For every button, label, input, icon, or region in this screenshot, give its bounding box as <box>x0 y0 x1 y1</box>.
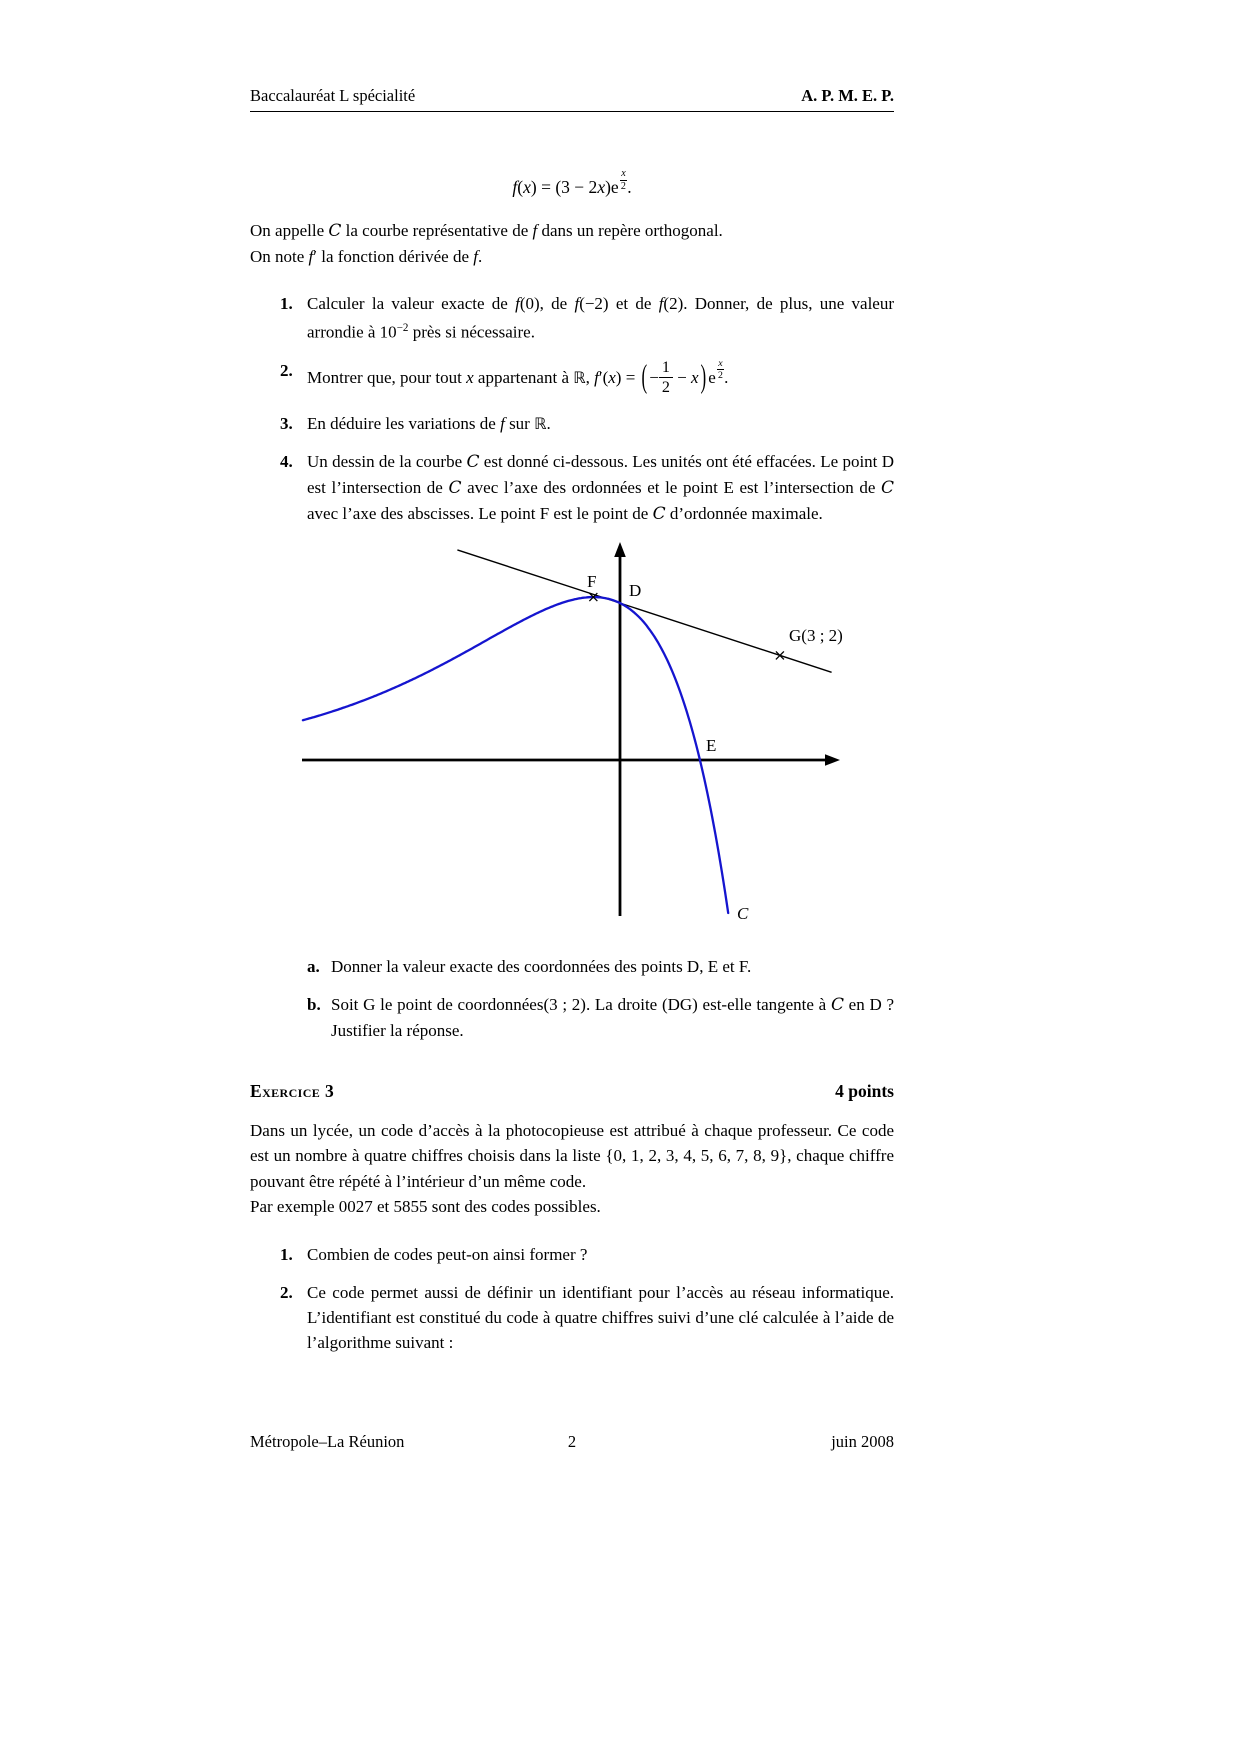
footer-date: juin 2008 <box>831 1432 894 1451</box>
header-organization: A. P. M. E. P. <box>801 86 894 105</box>
function-curve <box>303 597 728 913</box>
exercise-3-question-2 <box>280 1280 894 1355</box>
exercise-3-points: 4 points <box>835 1080 894 1101</box>
sub-question-b-text: Soit G le point de coordonnées(3 ; 2). La droite (DG) est-elle tangente à C en D ? Justifier la réponse. <box>331 994 894 1040</box>
intro-line-1: On appelle C la courbe représentative de f dans un repère orthogonal. <box>250 221 723 242</box>
question-4 <box>280 449 894 527</box>
question-list <box>280 291 894 1042</box>
question-3-number: 3. <box>280 413 293 433</box>
sub-question-a-letter: a. <box>307 956 320 976</box>
function-definition-formula: f(x) = (3 − 2x)e $^{\frac{x}{2}}$ . <box>512 168 632 198</box>
footer-page-number: 2 <box>567 1432 577 1451</box>
label-F: F <box>587 571 597 591</box>
sub-question-list <box>307 954 894 1043</box>
exercise-3-question-1-text: Combien de codes peut-on ainsi former ? <box>307 1244 588 1264</box>
label-D: D <box>629 580 642 600</box>
y-axis-arrow-icon <box>614 542 626 557</box>
label-G: G(3 ; 2) <box>789 625 843 645</box>
page-header <box>250 86 894 112</box>
question-1-text: Calculer la valeur exacte de f(0), de f(−2) et de f(2). Donner, de plus, une valeur arrondie à $10^{-2}$ près si nécessaire. <box>307 294 894 342</box>
label-E: E <box>706 735 717 755</box>
sub-question-a-text: Donner la valeur exacte des coordonnées des points D, E et F. <box>331 956 752 976</box>
question-1 <box>280 291 894 345</box>
x-axis-arrow-icon <box>825 754 840 766</box>
exercise-3-question-1-number: 1. <box>280 1244 293 1264</box>
page-content <box>250 0 894 1368</box>
question-4-text: Un dessin de la courbe C est donné ci-dessous. Les unités ont été effacées. Le point D est l’intersection de C avec l’axe des ordonnées et le point E est l’intersection de C avec l’axe des abscisses. Le point F est le point de C d’ordonnée maximale. <box>307 451 895 524</box>
exercise-3-title: Exercice 3 <box>250 1080 335 1101</box>
curve-figure <box>300 540 860 940</box>
header-document-title: Baccalauréat L spécialité <box>250 86 416 105</box>
exercise-3-question-2-text: Ce code permet aussi de définir un identifiant pour l’accès au réseau informatique. L’identifiant est constitué du code à quatre chiffres suivi d’une clé calculée à l’aide de l’algorithme suivant : <box>307 1282 894 1352</box>
curve-figure-svg <box>300 540 860 940</box>
exercise-3-question-list <box>280 1242 894 1355</box>
footer-location: Métropole–La Réunion <box>250 1432 405 1451</box>
exercise-3-heading <box>250 1081 894 1102</box>
question-3 <box>280 411 894 436</box>
sub-question-a <box>307 954 894 979</box>
question-2-number: 2. <box>280 360 293 380</box>
intro-line-2: On note f′ la fonction dérivée de f. <box>250 247 483 267</box>
question-2-text: Montrer que, pour tout x appartenant à ℝ, f′(x) = ( − $\frac{1}{2}$ − x ) e $^{\frac{x}{2}}$ . <box>307 357 729 397</box>
exercise-3-example-line: Par exemple 0027 et 5855 sont des codes possibles. <box>250 1197 601 1217</box>
question-4-number: 4. <box>280 451 293 471</box>
exercise-3-question-1 <box>280 1242 894 1267</box>
sub-question-b <box>307 992 894 1043</box>
exercise-3-intro-paragraph: Dans un lycée, un code d’accès à la photocopieuse est attribué à chaque professeur. Ce code est un nombre à quatre chiffres choisis dans la liste {0, 1, 2, 3, 4, 5, 6, 7, 8, 9}, chaque chiffre pouvant être répété à l’intérieur d’un même code. <box>250 1120 894 1191</box>
question-1-number: 1. <box>280 294 293 314</box>
sub-question-b-letter: b. <box>307 994 321 1014</box>
label-curve-C: C <box>737 903 749 923</box>
exercise-3-question-2-number: 2. <box>280 1282 293 1302</box>
question-2 <box>280 358 894 398</box>
intro-paragraph <box>250 218 894 269</box>
question-3-text: En déduire les variations de f sur ℝ. <box>307 413 551 433</box>
line-DG <box>457 550 831 672</box>
